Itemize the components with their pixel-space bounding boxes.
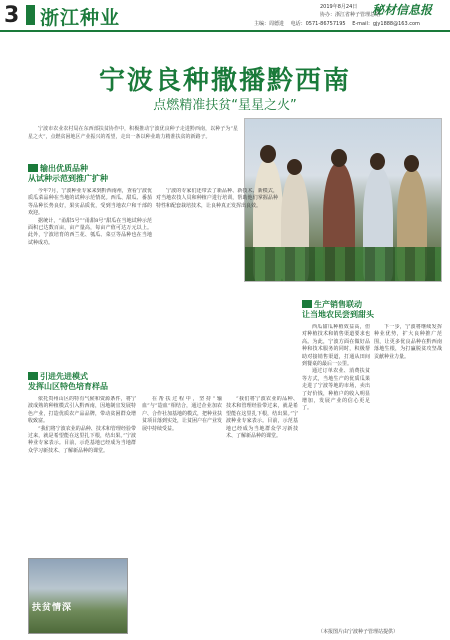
issue-date: 2019年8月24日 — [320, 4, 358, 10]
section3-column-a: 西瓜甜瓜种植效益高，但对种植技术和销售渠道要求也高。为此，宁波方面在做好品种和技术服务的同时，积极帮助对接销售渠道，打通从田间到餐桌的最后一公里。 通过订单农业、消费扶贫等方式，当地生产的优质瓜果走进了宁波等地的市场，卖出了好价钱，种植户的收入明显增加，发展产业的信心更足了。 — [302, 324, 370, 412]
headline: 宁波良种撒播黔西南 — [98, 66, 351, 96]
section2-column-c: “我们将宁波农业的品种、技术和管理经验带过来，就是希望能在这里扎下根，结出果。”宁波种业专家表示。目前，示范基地已经成为当地群众学习新技术、了解新品种的课堂。 — [226, 396, 298, 440]
photo-credit: （本报图片由宁波种子管理站提供） — [318, 629, 399, 635]
illustration-image — [28, 558, 128, 634]
editor-info — [254, 20, 425, 27]
masthead: 秘材信息报 — [372, 3, 433, 17]
section2-column-b: 在帮扶过程中，坚持“输血”与“造血”相结合，通过企业加农户、合作社加基地的模式，把种业扶贫项目落到实处，让贫困户在产业发展中持续受益。 — [142, 396, 222, 432]
section1-column-b: 宁波的专家们还带去了新品种、新技术、新模式，对当地农技人员和种植户进行培训，帮助他们掌握品种特性和配套栽培技术，让良种真正发挥出良效。 — [156, 188, 278, 209]
subheadline: 点燃精准扶贫“星星之火” — [153, 98, 297, 113]
page-header — [0, 0, 450, 32]
section2-column-a: 依托贵州山区的特有气候和资源条件，将宁波成熟的种植模式引入黔西南，因地制宜发展特色产业，打造优质农产品品牌，带动贫困群众增收致富。 “我们将宁波农业的品种、技术和管理经验带过来，就是希望能在这里扎下根，结出果。”宁波种业专家表示。目前，示范基地已经成为当地群众学习新技术、了解新品种的课堂。 — [28, 396, 136, 454]
editor-tel: 电话：0571-86757195 — [290, 21, 346, 27]
section-marker — [26, 5, 35, 25]
illustration-text: 扶贫情深 — [32, 603, 73, 613]
section3-title: 生产销售联动 让当地农民尝到甜头 — [302, 300, 374, 319]
co-editor: 协办：浙江省种子管理总站 — [320, 12, 381, 18]
section1-title: 输出优质品种 从试种示范到推广扩种 — [28, 164, 108, 183]
lead-paragraph: 宁波市农业农村局在东西部扶贫协作中，积极推动宁波优良种子走进黔西南，以种子为“星星之火”，点燃贫困地区产业振兴的希望，走出一条以种业助力精准扶贫的新路子。 — [28, 126, 238, 140]
section3-column-b: 下一步，宁波将继续发挥种业优势，扩大良种推广范围，让更多优良品种在黔西南落地生根，为打赢脱贫攻坚战贡献种业力量。 — [374, 324, 442, 360]
section-title: 浙江种业 — [40, 7, 121, 29]
page-number: 3 — [4, 3, 20, 28]
section1-column-a: 今年7月，宁波种业专家来到黔西南州，查看宁波优质瓜菜品种在当地的试种示范情况。西瓜、甜瓜、番茄等品种长势良好，果实品质优，受到当地农户和干部的欢迎。 据统计，“甬甜5号”“甬甜8号”甜瓜在当地试种示范面积已达数百亩，亩产量高，每亩产值可达万元以上。此外，宁波培育的西兰花、瓠瓜、菜豆等品种也在当地试种成功。 — [28, 188, 152, 246]
section2-title: 引进先进模式 发挥山区特色培育样品 — [28, 372, 108, 391]
editor-name: 主编：周德进 — [254, 21, 285, 27]
editor-email: E-mail：gjy1888@163.com — [352, 21, 420, 27]
